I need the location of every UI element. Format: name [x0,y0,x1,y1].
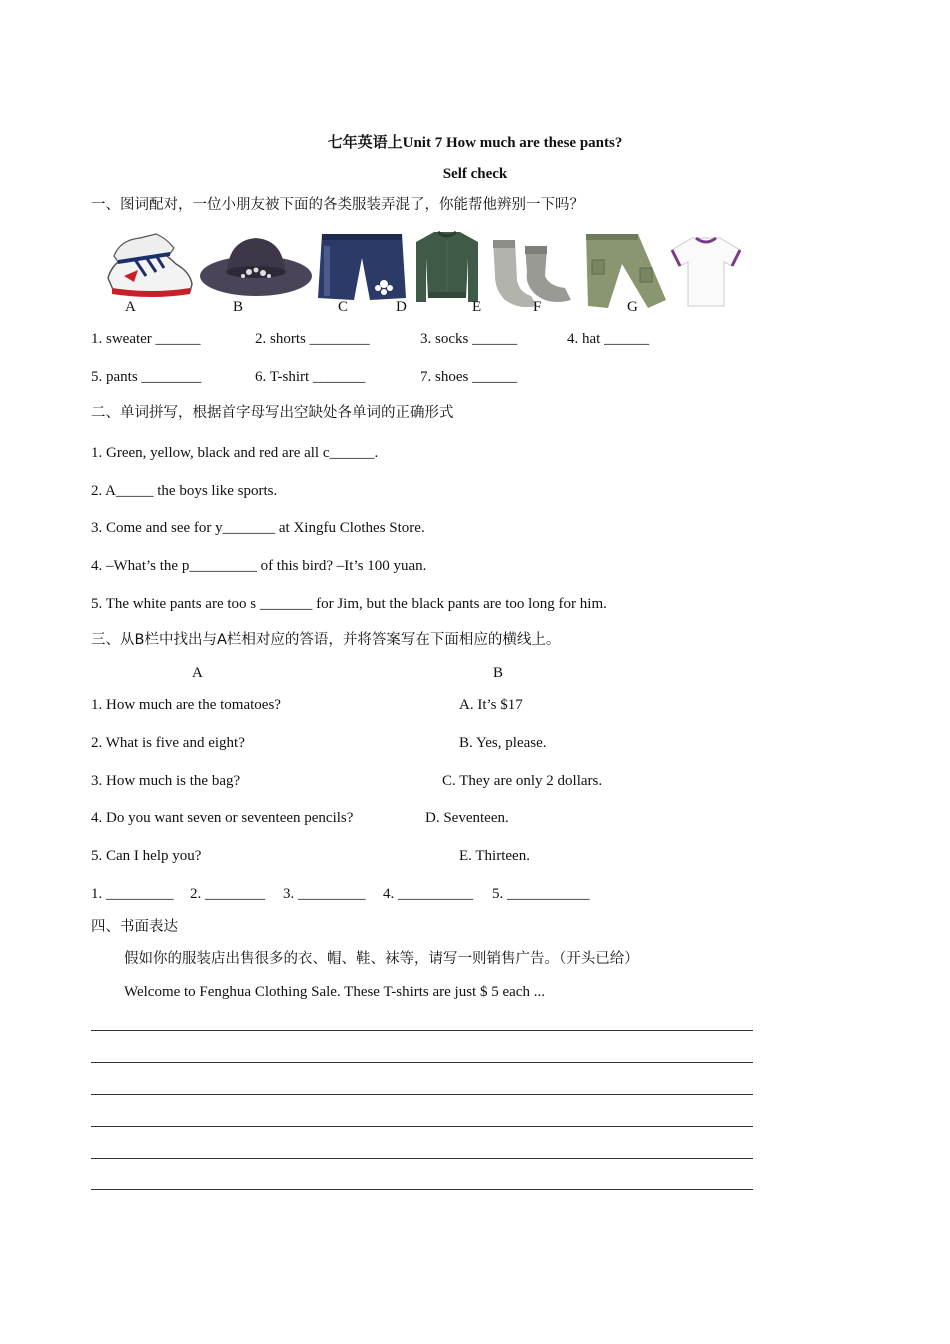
match-item-shoes: 7. shoes ______ [420,369,518,385]
column-a-label: A [192,665,203,681]
answer-option-a: A. It’s $17 [459,697,523,713]
picture-label-e: E [472,299,482,315]
picture-label-b: B [233,299,244,315]
writing-line [91,1158,753,1159]
grey-socks-image [485,236,575,312]
answer-option-c: C. They are only 2 dollars. [442,773,603,789]
answer-blank-1: 1. _________ [91,886,174,902]
spelling-item-1: 1. Green, yellow, black and red are all c______. [91,445,379,461]
answer-blank-3: 3. _________ [283,886,366,902]
question-2: 2. What is five and eight? [91,735,245,751]
picture-label-a: A [125,299,136,315]
column-b-label: B [493,665,504,681]
answer-option-d: D. Seventeen. [425,810,509,826]
question-5: 5. Can I help you? [91,848,202,864]
writing-prompt: 假如你的服装店出售很多的衣、帽、鞋、袜等，请写一则销售广告。（开头已给） [124,951,639,967]
picture-label-c: C [338,299,349,315]
match-item-sweater: 1. sweater ______ [91,331,201,347]
section1-heading: 一、图词配对，一位小朋友被下面的各类服装弄混了，你能帮他辨别一下吗？ [91,197,584,213]
writing-line [91,1189,753,1190]
writing-line [91,1126,753,1127]
match-item-socks: 3. socks ______ [420,331,518,347]
spelling-item-5: 5. The white pants are too s _______ for Jim, but the black pants are too long for him. [91,596,607,612]
answer-blank-5: 5. ___________ [492,886,590,902]
match-item-shorts: 2. shorts ________ [255,331,370,347]
question-3: 3. How much is the bag? [91,773,241,789]
sneaker-shoes-image [104,228,196,308]
answer-blank-2: 2. ________ [190,886,265,902]
spelling-item-4: 4. –What’s the p_________ of this bird? –It’s 100 yuan. [91,558,427,574]
picture-label-f: F [533,299,542,315]
blue-shorts-image [316,232,408,302]
khaki-pants-image [578,230,670,310]
spelling-item-3: 3. Come and see for y_______ at Xingfu Clothes Store. [91,520,425,536]
match-item-pants: 5. pants ________ [91,369,202,385]
question-4: 4. Do you want seven or seventeen pencils? [91,810,354,826]
answer-option-b: B. Yes, please. [459,735,547,751]
page-subtitle: Self check [442,166,508,182]
green-sweater-image [412,228,482,306]
white-t-shirt-image [670,234,742,308]
picture-label-g: G [627,299,638,315]
section4-heading: 四、书面表达 [91,919,178,935]
section3-heading: 三、从B栏中找出与A栏相对应的答语，并将答案写在下面相应的横线上。 [91,632,561,648]
spelling-item-2: 2. A_____ the boys like sports. [91,483,278,499]
answer-blank-4: 4. __________ [383,886,473,902]
answer-option-e: E. Thirteen. [459,848,530,864]
section2-heading: 二、单词拼写，根据首字母写出空缺处各单词的正确形式 [91,405,454,421]
wide-brim-hat-image [199,232,313,298]
writing-line [91,1094,753,1095]
page-title: 七年英语上Unit 7 How much are these pants? [327,135,623,151]
writing-line [91,1062,753,1063]
question-1: 1. How much are the tomatoes? [91,697,281,713]
writing-line [91,1030,753,1031]
picture-label-d: D [396,299,407,315]
match-item-hat: 4. hat ______ [567,331,650,347]
writing-opening: Welcome to Fenghua Clothing Sale. These T-shirts are just $ 5 each ... [124,984,545,1000]
match-item-tshirt: 6. T-shirt _______ [255,369,366,385]
